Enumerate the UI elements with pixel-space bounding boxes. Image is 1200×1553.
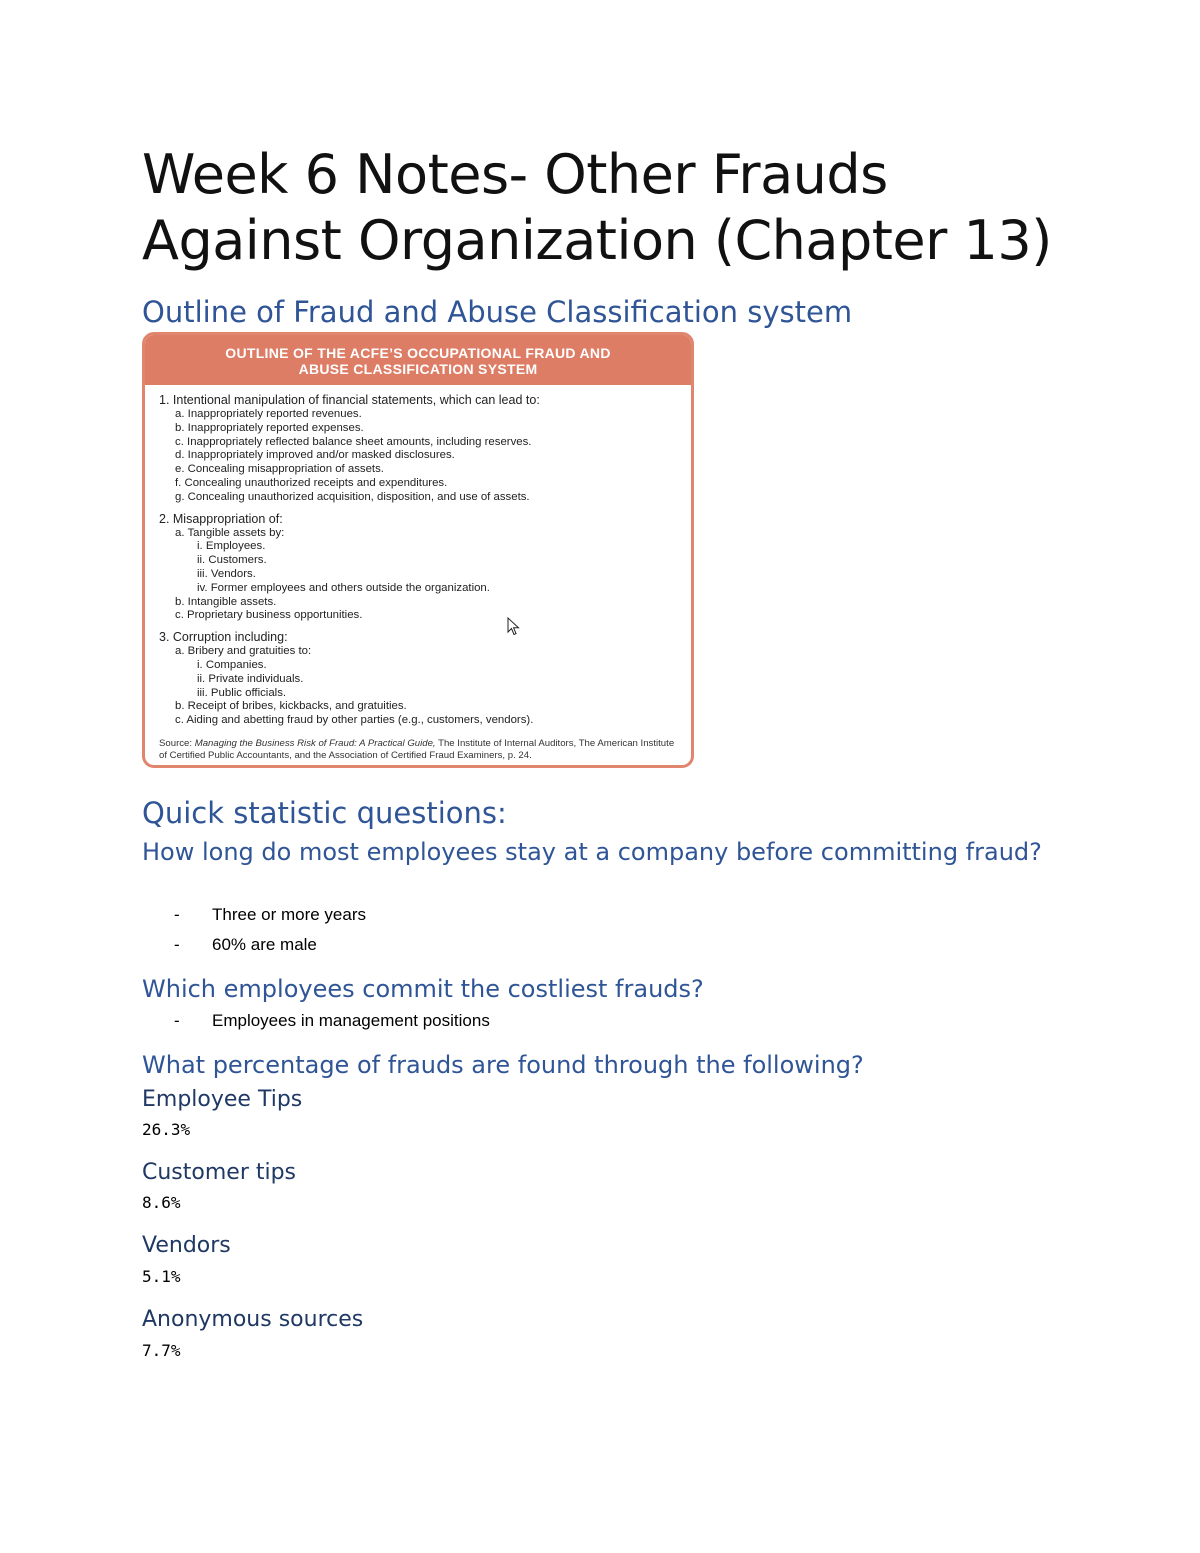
source-value-anonymous: 7.7% xyxy=(142,1341,181,1360)
figure-body xyxy=(145,385,691,762)
source-label-customer-tips: Customer tips xyxy=(142,1160,297,1185)
figure-outline-item: g. Concealing unauthorized acquisition, disposition, and use of assets. xyxy=(175,490,530,503)
source-prefix: Source: xyxy=(159,737,195,749)
figure-outline-item: 2. Misappropriation of: xyxy=(159,511,283,526)
figure-outline-item: a. Inappropriately reported revenues. xyxy=(175,408,362,420)
title-line-2: Against Organization (Chapter 13) xyxy=(142,209,1052,272)
figure-outline-item: a. Bribery and gratuities to: xyxy=(175,645,312,658)
list-item: - Employees in management positions xyxy=(174,1006,490,1036)
figure-outline-item: d. Inappropriately improved and/or masked disclosures. xyxy=(175,449,455,462)
figure-header-line-1: OUTLINE OF THE ACFE’S OCCUPATIONAL FRAUD AND xyxy=(225,345,611,361)
figure-outline-item: i. Employees. xyxy=(197,540,266,553)
figure-outline-item: ii. Private individuals. xyxy=(197,672,304,685)
figure-outline-item: b. Inappropriately reported expenses. xyxy=(175,421,364,434)
source-rest: The Institute of Internal Auditors, The American Institute of Certified Public Accountants, and the Association of Certified Fraud Examiners, p. 24. xyxy=(159,737,675,761)
question-2-heading: Which employees commit the costliest frauds? xyxy=(142,975,704,1003)
source-label-vendors: Vendors xyxy=(142,1233,231,1258)
figure-outline-item: b. Receipt of bribes, kickbacks, and gratuities. xyxy=(175,700,407,713)
figure-outline-item: 1. Intentional manipulation of financial statements, which can lead to: xyxy=(159,393,540,407)
figure-outline-item: iii. Public officials. xyxy=(197,686,287,699)
title-line-1: Week 6 Notes- Other Frauds xyxy=(142,143,888,206)
quick-stats-heading: Quick statistic questions: xyxy=(142,796,507,830)
figure-outline-item: i. Companies. xyxy=(197,658,267,671)
source-label-employee-tips: Employee Tips xyxy=(142,1087,303,1112)
figure-outline-item: b. Intangible assets. xyxy=(175,595,277,608)
list-item: - 60% are male xyxy=(174,930,366,960)
figure-outline-item: iv. Former employees and others outside the organization. xyxy=(197,581,490,594)
question-1-heading: How long do most employees stay at a company before committing fraud? xyxy=(142,838,1042,866)
figure-outline-item: 3. Corruption including: xyxy=(159,630,288,645)
source-value-employee-tips: 26.3% xyxy=(142,1120,191,1139)
figure-outline-list xyxy=(159,393,677,728)
classification-figure xyxy=(142,332,694,768)
figure-outline-item: f. Concealing unauthorized receipts and expenditures. xyxy=(175,476,448,489)
question-2-answers xyxy=(174,1006,490,1036)
figure-source xyxy=(159,738,677,762)
figure-outline-item: iii. Vendors. xyxy=(197,567,256,580)
page-title xyxy=(142,142,1072,274)
source-label-anonymous: Anonymous sources xyxy=(142,1307,364,1332)
list-item: - Three or more years xyxy=(174,900,366,930)
mouse-pointer-icon xyxy=(507,617,521,637)
outline-heading: Outline of Fraud and Abuse Classification system xyxy=(142,295,853,329)
question-1-answers xyxy=(174,900,366,960)
source-value-customer-tips: 8.6% xyxy=(142,1193,181,1212)
figure-outline-item: e. Concealing misappropriation of assets. xyxy=(175,463,384,476)
figure-outline-item: c. Proprietary business opportunities. xyxy=(175,609,363,622)
figure-outline-item: a. Tangible assets by: xyxy=(175,526,285,539)
question-3-heading: What percentage of frauds are found through the following? xyxy=(142,1051,864,1079)
figure-outline-item: c. Aiding and abetting fraud by other parties (e.g., customers, vendors). xyxy=(175,714,534,727)
source-value-vendors: 5.1% xyxy=(142,1267,181,1286)
figure-outline-item: c. Inappropriately reflected balance sheet amounts, including reserves. xyxy=(175,435,532,448)
figure-outline-item: ii. Customers. xyxy=(197,554,267,567)
figure-header xyxy=(145,335,691,385)
source-title: Managing the Business Risk of Fraud: A Practical Guide, xyxy=(194,737,436,749)
figure-header-line-2: ABUSE CLASSIFICATION SYSTEM xyxy=(298,361,538,377)
